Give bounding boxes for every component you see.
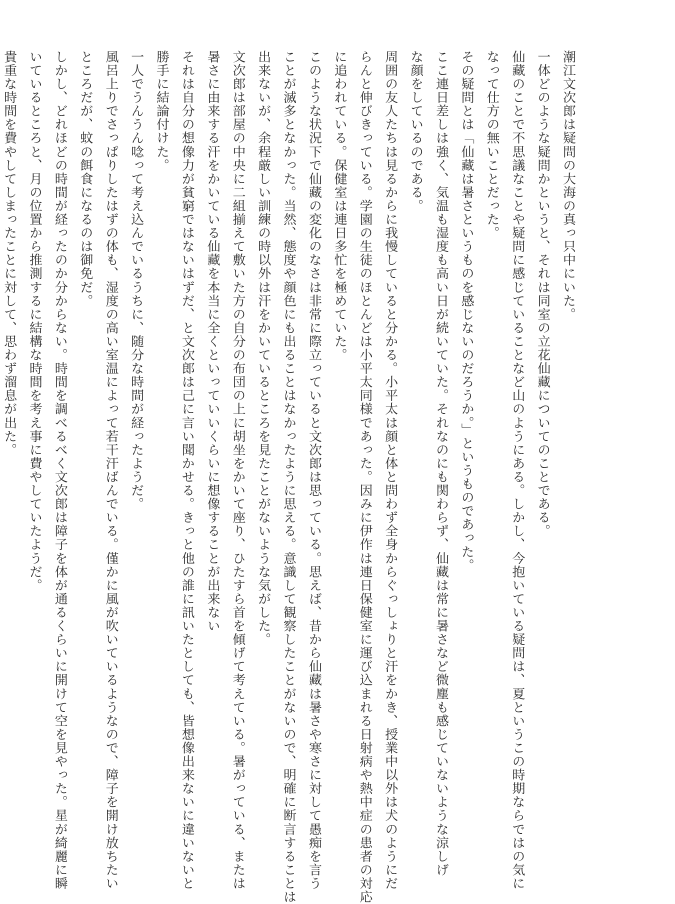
text-line-14: 文次郎は部屋の中央に二組揃えて敷いた方の自分の布団の上に胡坐をかいて座り、ひたすら首を傾げて考えている。暑がっている、または — [229, 50, 245, 891]
text-line-10: に追われている。保健室は連日多忙を極めていた。 — [331, 50, 347, 362]
text-line-18: 一人でうんうん唸って考え込んでいるうちに、随分な時間が経ったようだ。 — [128, 50, 144, 511]
text-line-22: いているところと、月の位置から推測するに結構な時間を考え事に費やしていたようだ。 — [26, 50, 42, 592]
text-line-6: ここ連日差しは強く、気温も湿度も高い日が続いていた。それなのにも関わらず、仙藏は常に暑さなど微塵も感じていないような涼しげ — [432, 50, 448, 877]
text-line-8: 周囲の友人たちは見るからに我慢していると分かる。小平太は顔と体と問わず全身からぐっしょりと汗をかき、授業中以外は犬のようにだ — [382, 50, 398, 891]
text-line-12: ことが滅多となかった。当然、態度や顔色にも出ることはなかったように思える。意識して観察したことがないので、明確に断言することは — [280, 50, 296, 904]
text-line-19: 風呂上りでさっぱりしたはずの体も、湿度の高い室温によって若干汗ばんでいる。僅かに風が吹いているようなので、障子を開け放ちたい — [102, 50, 118, 891]
text-line-7: な顔をしているのである。 — [407, 50, 423, 213]
text-line-2: 一体どのような疑問かというと、それは同室の立花仙藏についてのことである。 — [534, 50, 550, 538]
text-line-5: その疑問とは「仙藏は暑さというものを感じないのだろうか。」というものであった。 — [458, 50, 474, 572]
text-line-17: 勝手に結論付けた。 — [153, 50, 169, 172]
novel-text-body — [1, 50, 580, 904]
text-line-20: ところだが、蚊の餌食になるのは御免だ。 — [77, 50, 93, 308]
text-line-9: らんと伸びきっている。学園の生徒のほとんどは小平太同様であった。因みに伊作は連日保健室に運び込まれる日射病や熱中症の患者の対応 — [356, 50, 372, 904]
text-line-16: それは自分の想像力が貧窮ではないはずだ、と文次郎は己に言い聞かせる。きっと他の誰に訊いたとしても、皆想像出来ないに違いないと — [178, 50, 194, 891]
text-line-21: しかし、どれほどの時間が経ったのか分からない。時間を調べるべく文次郎は障子を体が通るくらいに開けて空を見やった。星が綺麗に瞬 — [51, 50, 67, 891]
text-line-3: 仙藏のことで不思議なことや疑問に感じていることなど山のようにある。しかし、今抱いている疑問は、夏というこの時期ならではの気に — [509, 50, 525, 891]
text-line-23: 貴重な時間を費やしてしまったことに対して、思わず溜息が出た。 — [1, 50, 17, 457]
text-line-4: なって仕方の無いことだった。 — [483, 50, 499, 240]
text-line-11: このような状況下で仙藏の変化のなさは非常に際立っていると文次郎は思っている。思えば、昔から仙藏は暑さや寒さに対して愚痴を言う — [305, 50, 321, 891]
text-line-13: 出来ないが、余程厳しい訓練の時以外は汗をかいているところを見たことがないような気がした。 — [255, 50, 271, 647]
text-line-1: 潮江文次郎は疑問の大海の真っ只中にいた。 — [560, 50, 575, 321]
text-line-15: 暑さに由来する汗をかいている仙藏を本当に全くといっていいくらいに想像することが出来ない — [204, 50, 220, 633]
